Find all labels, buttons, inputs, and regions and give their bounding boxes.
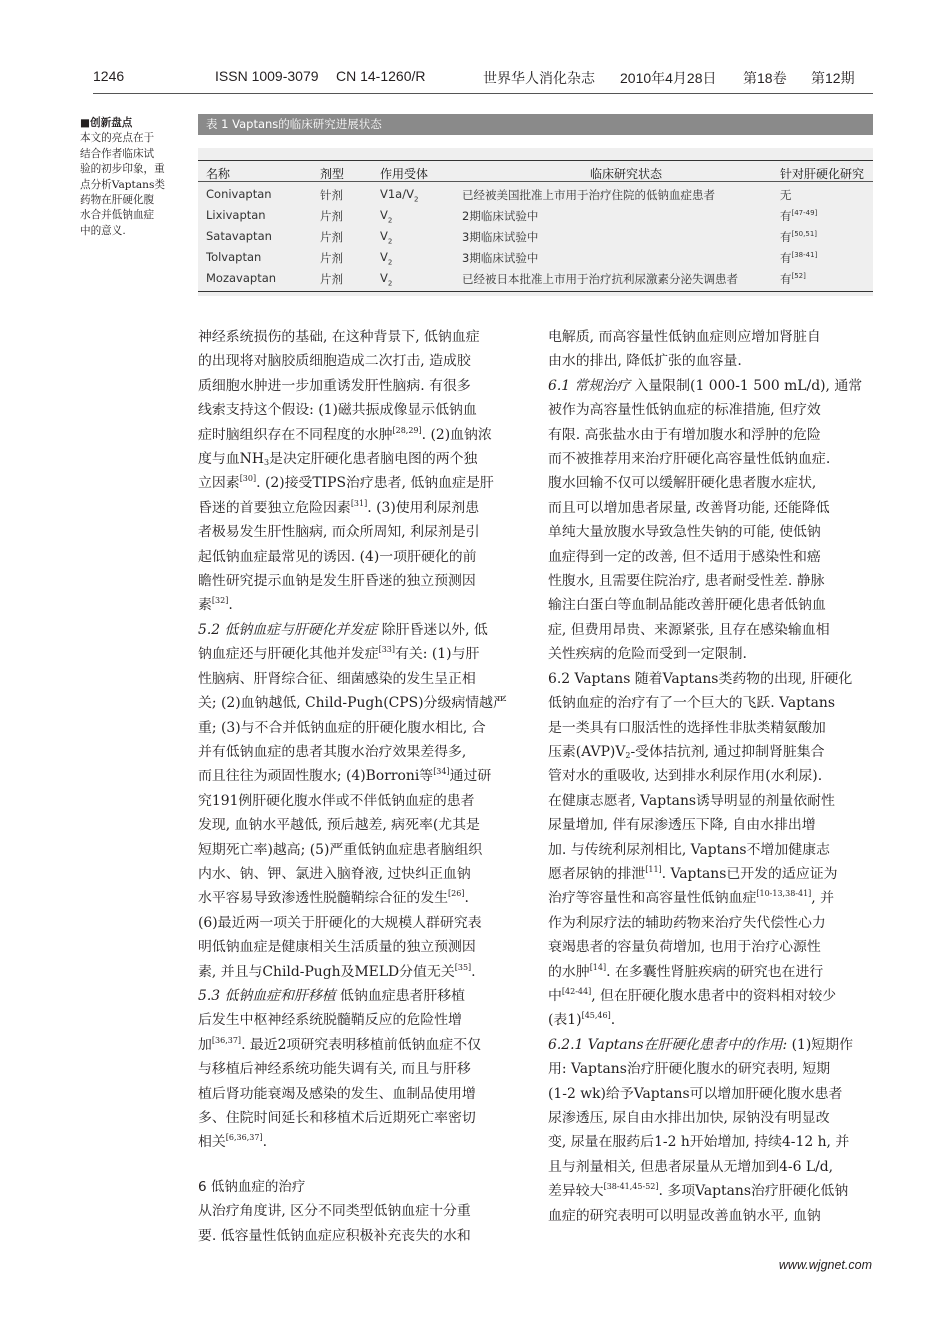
section-6-heading: 6 低钠血症的治疗 [198,1178,306,1195]
cell-status: 3期临床试验中 [462,230,539,244]
cell-cirrhosis: 有[50,51] [780,230,818,244]
cell-cirrhosis: 有[47-49] [780,209,818,223]
issn: ISSN 1009-3079 [215,68,319,84]
text-line: 电解质, 而高容量性低钠血症则应增加肾脏自 [548,329,821,345]
text-line: 被作为高容量性低钠血症的标准措施, 但疗效 [548,402,821,419]
text-line: 管对水的重吸收, 达到排水利尿作用(水利尿). [548,768,823,785]
innovation-sidenote [80,116,185,239]
text-line: 是一类具有口服活性的选择性非肽类精氨酸加 [548,719,826,736]
cell-form: 针剂 [320,188,343,202]
text-line: 变, 尿量在服药后1-2 h开始增加, 持续4-12 h, 并 [548,1134,850,1151]
section-6-2: 6.2 Vaptans 随着Vaptans类药物的出现, 肝硬化 [548,670,853,687]
text-line: 内水、钠、钾、氯进入脑脊液, 过快纠正血钠 [198,865,471,882]
cell-name: Tolvaptan [206,250,262,264]
text-line: 尿渗透压, 尿自由水排出加快, 尿钠没有明显改 [548,1110,830,1126]
text-line: 线索支持这个假设: (1)磁共振成像显示低钠血 [198,402,477,419]
text-line: 者极易发生肝性脑病, 而众所周知, 利尿剂是引 [198,524,480,541]
cell-receptor: $V_2$ [380,229,393,246]
cell-name: Satavaptan [206,229,272,243]
text-line: 的出现将对脑胶质细胞造成二次打击, 造成胶 [198,353,471,370]
cell-status: 已经被美国批准上市用于治疗住院的低钠血症患者 [462,188,715,202]
text-line: 而不被推荐用来治疗肝硬化高容量性低钠血症. [548,451,831,468]
journal-name: 世界华人消化杂志 [483,70,595,86]
text-line: 相关[6,36,37]. [198,1133,267,1151]
text-line: 关; (2)血钠越低, Child-Pugh(CPS)分级病情越严 [198,695,507,712]
cell-form: 片剂 [320,272,343,286]
cell-form: 片剂 [320,209,343,223]
text-line: 压素$(AVP)V_2-$受体拮抗剂, 通过抑制肾脏集合 [548,743,825,760]
column-header-receptor: 作用受体 [380,167,429,181]
right-column [548,325,874,1228]
text-line: 的水肿[14]. 在多囊性肾脏疾病的研究也在进行 [548,962,824,980]
table-caption-bar [198,114,873,135]
sidenote-line: 结合作者临床试 [80,147,155,160]
sidenote-line: 点分析Vaptans类 [80,178,165,191]
text-line: 而且往往为顽固性腹水; (4)Borroni等[34]通过研 [198,767,492,785]
cell-name: Conivaptan [206,187,272,201]
text-line: 水平容易导致渗透性脱髓鞘综合征的发生[26]. [198,889,469,907]
text-line: 性脑病、肝肾综合征、细菌感染的发生呈正相 [198,670,476,687]
text-line: 且与剂量相关, 但患者尿量从无增加到4-6 L/d, [548,1158,834,1175]
text-line: 起低钠血症最常见的诱因. (4)一项肝硬化的前 [198,548,477,565]
text-line: 加. 与传统利尿剂相比, Vaptans不增加健康志 [548,841,830,858]
section-6-2-1: 6.2.1 Vaptans在肝硬化患者中的作用: (1)短期作 [548,1036,853,1053]
cn-number: CN 14-1260/R [336,68,426,84]
text-line: 瞻性研究提示血钠是发生肝昏迷的独立预测因 [198,573,476,590]
cell-receptor: $V_2$ [380,271,393,288]
cell-status: 3期临床试验中 [462,251,539,265]
text-line: 而且可以增加患者尿量, 改善肾功能, 还能降低 [548,499,830,516]
cell-cirrhosis: 有[52] [780,272,806,286]
running-header [93,68,872,92]
column-header-cirrhosis: 针对肝硬化研究 [780,167,865,181]
text-line: 腹水回输不仅可以缓解肝硬化患者腹水症状, [548,475,817,492]
text-line: 愿者尿钠的排泄[11]. Vaptans已开发的适应证为 [548,864,838,882]
section-heading: 6.2 Vaptans [548,670,631,687]
text-line: 血症得到一定的改善, 但不适用于感染性和癌 [548,548,821,565]
text-line: 素[32]. [198,596,233,614]
issue: 第12期 [811,70,855,86]
volume: 第18卷 [743,70,787,86]
text-line: 有限. 高张盐水由于有增加腹水和浮肿的危险 [548,426,821,443]
text-line: 在健康志愿者, Vaptans诱导明显的剂量依耐性 [548,792,835,809]
text-line: 单纯大量放腹水导致急性失钠的可能, 使低钠 [548,524,821,541]
sidenote-line: 验的初步印象，重 [80,163,165,176]
text-line: 昏迷的首要独立危险因素[31]. (3)使用利尿剂患 [198,498,480,516]
sidenote-line: 本文的亮点在于 [80,132,155,145]
table-rule-bottom [198,291,873,292]
text-line: 重; (3)与不合并低钠血症的肝硬化腹水相比, 合 [198,719,486,736]
cell-name: Lixivaptan [206,208,266,222]
text-line: 并有低钠血症的患者其腹水治疗效果差得多, [198,743,467,760]
sidenote-line: 药物在肝硬化腹 [80,194,155,207]
section-heading: 5.3 低钠血症和肝移植 [198,987,336,1004]
text-line: 低钠血症的治疗有了一个巨大的飞跃. Vaptans [548,695,835,712]
header-rule [93,93,873,94]
text-line: 明低钠血症是健康相关生活质量的独立预测因 [198,939,476,956]
text-line: 症, 但费用昂贵、来源紧张, 且存在感染输血相 [548,621,830,638]
text-line: (1-2 wk)给予Vaptans可以增加肝硬化腹水患者 [548,1085,843,1102]
text-line: 短期死亡率)越高; (5)严重低钠血症患者脑组织 [198,841,483,858]
table-caption: 表 1 Vaptans的临床研究进展状态 [206,117,382,131]
cell-receptor: $V1a/V_2$ [380,187,419,204]
text-line: 用: Vaptans治疗肝硬化腹水的研究表明, 短期 [548,1061,831,1078]
section-heading: 6.2.1 Vaptans在肝硬化患者中的作用: [548,1036,788,1053]
sidenote-title: ■创新盘点 [80,117,133,129]
text-line: 作为利尿疗法的辅助药物来治疗失代偿性心力 [548,914,826,931]
text-line: 发现, 血钠水平越低, 预后越差, 病死率(尤其是 [198,817,480,834]
page-number: 1246 [93,68,125,84]
column-header-status: 临床研究状态 [590,167,663,181]
text-line: 要. 低容量性低钠血症应积极补充丧失的水和 [198,1227,471,1244]
text-line: 性腹水, 且需要住院治疗, 患者耐受性差. 静脉 [548,573,825,590]
table-rule-top [198,160,873,161]
text-line: 差异较大[38-41,45-52]. 多项Vaptans治疗肝硬化低钠 [548,1182,849,1200]
text-line: 多、住院时间延长和移植术后近期死亡率密切 [198,1110,476,1126]
text-line: 质细胞水肿进一步加重诱发肝性脑病. 有很多 [198,377,471,394]
column-header-form: 剂型 [320,167,345,181]
cell-status: 已经被日本批准上市用于治疗抗利尿激素分泌失调患者 [462,272,738,286]
text-line: 神经系统损伤的基础, 在这种背景下, 低钠血症 [198,329,480,345]
text-line: 加[36,37]. 最近2项研究表明移植前低钠血症不仅 [198,1035,481,1053]
table-rule-mid [198,181,873,182]
text-line: 植后肾功能衰竭及感染的发生、血制品使用增 [198,1085,476,1102]
text-line: 症时脑组织存在不同程度的水肿[28,29]. (2)血钠浓 [198,425,492,443]
section-heading: 6.1 常规治疗 [548,377,631,394]
text-line: (6)最近两一项关于肝硬化的大规模人群研究表 [198,914,482,931]
section-heading: 5.2 低钠血症与肝硬化并发症 [198,621,378,638]
text-line: 治疗等容量性和高容量性低钠血症[10-13,38-41], 并 [548,889,835,907]
text-line: 由水的排出, 降低扩张的血容量. [548,353,742,370]
text-line: 关性疾病的危险而受到一定限制. [548,646,747,663]
text-line: 输注白蛋白等血制品能改善肝硬化患者低钠血 [548,597,826,614]
text-line: 中[42-44], 但在肝硬化腹水患者中的资料相对较少 [548,986,837,1004]
text-line: 衰竭患者的容量负荷增加, 也用于治疗心源性 [548,939,821,956]
text-line: 钠血症还与肝硬化其他并发症[33]有关: (1)与肝 [198,645,480,663]
left-column [198,325,528,1248]
cell-form: 片剂 [320,230,343,244]
cell-receptor: $V_2$ [380,208,393,225]
cell-receptor: $V_2$ [380,250,393,267]
text-line: 尿量增加, 伴有尿渗透压下降, 自由水排出增 [548,817,816,834]
section-6-1: 6.1 常规治疗 入量限制(1 000-1 500 mL/d), 通常 [548,377,863,394]
cell-cirrhosis: 有[38-41] [780,251,818,265]
cell-name: Mozavaptan [206,271,277,285]
text-line: 素, 并且与Child-Pugh及MELD分值无关[35]. [198,962,476,980]
cell-status: 2期临床试验中 [462,209,539,223]
text-line: 后发生中枢神经系统脱髓鞘反应的危险性增 [198,1012,462,1029]
text-line: 立因素[30]. (2)接受TIPS治疗患者, 低钠血症是肝 [198,474,494,492]
text-line: 与移植后神经系统功能失调有关, 而且与肝移 [198,1061,471,1078]
section-5-3: 5.3 低钠血症和肝移植 低钠血症患者肝移植 [198,987,466,1004]
text-line: 从治疗角度讲, 区分不同类型低钠血症十分重 [198,1203,471,1220]
table-1 [198,148,873,296]
section-5-2: 5.2 低钠血症与肝硬化并发症 除肝昏迷以外, 低 [198,621,488,638]
text-line: 血症的研究表明可以明显改善血钠水平, 血钠 [548,1207,821,1224]
journal-url[interactable]: www.wjgnet.com [778,1258,872,1272]
column-header-name: 名称 [206,167,231,181]
text-line: 度与血$NH_3$是决定肝硬化患者脑电图的两个独 [198,451,478,468]
sidenote-line: 水合并低钠血症 [80,209,155,222]
sidenote-line: 中的意义. [80,224,126,237]
text-line: (表1)[45,46]. [548,1011,616,1029]
issue-date: 2010年4月28日 [620,70,717,86]
text-line: 究191例肝硬化腹水伴或不伴低钠血症的患者 [198,792,475,809]
cell-cirrhosis: 无 [780,188,792,202]
cell-form: 片剂 [320,251,343,265]
